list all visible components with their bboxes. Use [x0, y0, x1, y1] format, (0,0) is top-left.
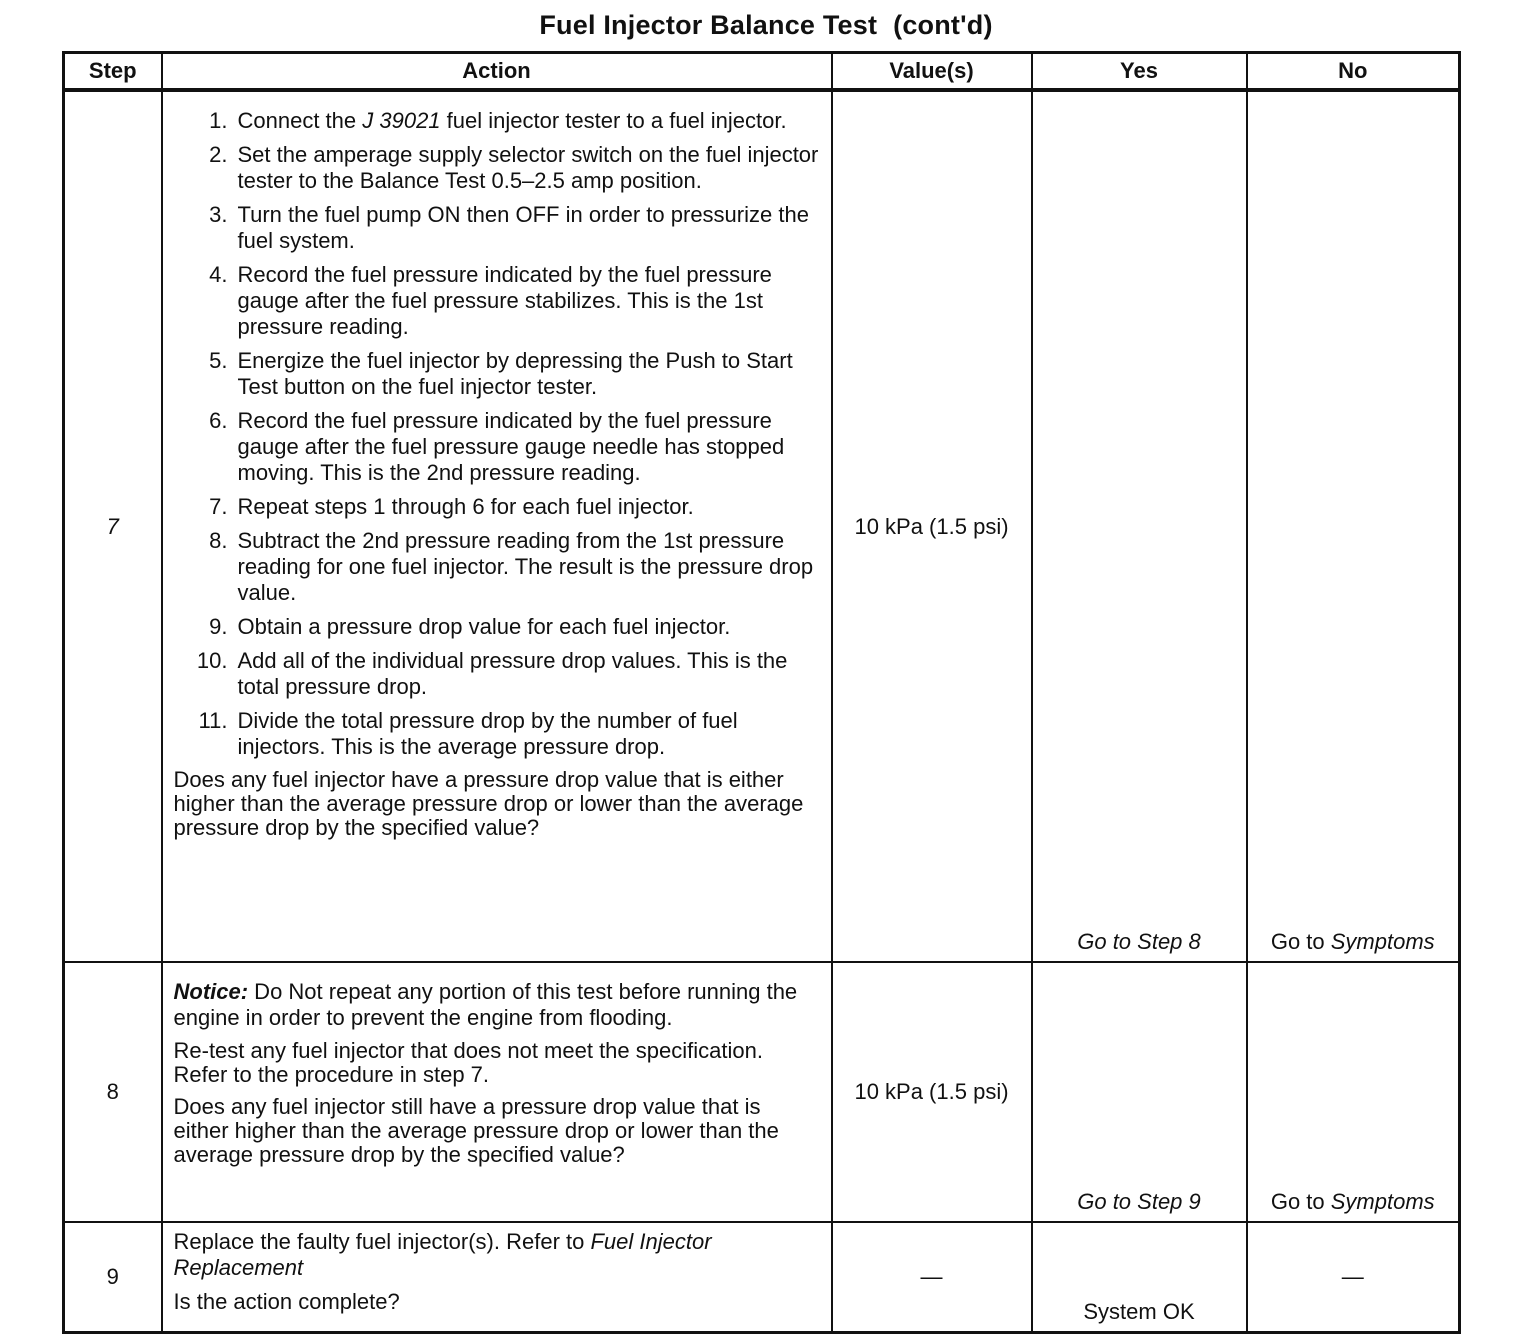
header-yes: Yes [1032, 53, 1247, 91]
notice-label: Notice: [173, 979, 249, 1004]
list-item [174, 108, 821, 134]
item-text: Add all of the individual pressure drop values. This is the total pressure drop. [237, 648, 788, 699]
header-step: Step [64, 53, 162, 91]
diagnostic-table [62, 51, 1461, 1334]
list-item [174, 708, 821, 760]
list-item [174, 408, 821, 486]
tool-number: J 39021 [362, 108, 441, 133]
yes-cell[interactable] [1032, 90, 1247, 962]
item-number: 7. [209, 494, 228, 519]
item-number: 3. [209, 202, 228, 227]
no-link[interactable]: Symptoms [1330, 929, 1435, 954]
notice-text: Notice: Do Not repeat any portion of this test before running the engine in order to prevent the engine from flooding. [173, 979, 798, 1030]
item-text: Repeat steps 1 through 6 for each fuel injector. [237, 494, 694, 519]
item-number: 9. [209, 614, 228, 639]
item-number: 11. [198, 708, 228, 733]
item-text: Subtract the 2nd pressure reading from the 1st pressure reading for one fuel injector. The result is the pressure drop value. [237, 528, 814, 605]
table-row [64, 90, 1460, 962]
item-number: 5. [209, 348, 228, 373]
step-number: 9 [64, 1222, 162, 1333]
list-item [174, 142, 821, 194]
table-row [64, 1222, 1460, 1333]
question-text: Does any fuel injector still have a pressure drop value that is either higher than the average pressure drop or lower than the average pressure drop by the specified value? [173, 1094, 779, 1167]
item-number: 8. [209, 528, 228, 553]
item-number: 6. [209, 408, 228, 433]
no-link[interactable]: Symptoms [1330, 1189, 1435, 1214]
procedure-list [174, 108, 821, 760]
title-main: Fuel Injector Balance Test [539, 10, 878, 40]
procedure-reference: Fuel Injector Replacement [173, 1229, 712, 1280]
item-text: Set the amperage supply selector switch on the fuel injector tester to the Balance Test 0.5–2.5 amp position. [237, 142, 819, 193]
yes-link[interactable]: Go to Step 8 [1077, 929, 1201, 954]
action-text: Replace the faulty fuel injector(s). Refer to Fuel Injector Replacement [173, 1229, 712, 1280]
no-cell[interactable]: Go to Symptoms [1247, 90, 1460, 962]
value-cell: 10 kPa (1.5 psi) [832, 962, 1032, 1222]
action-cell [162, 962, 832, 1222]
no-cell[interactable]: Go to Symptoms [1247, 962, 1460, 1222]
list-item [174, 614, 821, 640]
item-number: 4. [209, 262, 228, 287]
question-text: Is the action complete? [173, 1289, 400, 1314]
yes-cell: System OK [1032, 1222, 1247, 1333]
title-suffix: (cont'd) [893, 10, 993, 40]
item-text: Obtain a pressure drop value for each fuel injector. [237, 614, 731, 639]
action-cell [162, 1222, 832, 1333]
item-text: Turn the fuel pump ON then OFF in order to pressurize the fuel system. [237, 202, 809, 253]
step-number: 8 [64, 962, 162, 1222]
item-text: Record the fuel pressure indicated by the fuel pressure gauge after the fuel pressure gauge needle has stopped moving. This is the 2nd pressure reading. [237, 408, 785, 485]
header-action: Action [162, 53, 832, 91]
page-title [0, 10, 1520, 41]
header-no: No [1247, 53, 1460, 91]
action-cell [162, 90, 832, 962]
table-header-row [64, 53, 1460, 91]
item-text: Energize the fuel injector by depressing the Push to Start Test button on the fuel injector tester. [237, 348, 793, 399]
list-item [174, 648, 821, 700]
list-item [174, 494, 821, 520]
item-number: 2. [209, 142, 228, 167]
value-cell: 10 kPa (1.5 psi) [832, 90, 1032, 962]
step-number: 7 [64, 90, 162, 962]
retest-text: Re-test any fuel injector that does not meet the specification. Refer to the procedure in step 7. [173, 1038, 763, 1087]
item-text: Record the fuel pressure indicated by the fuel pressure gauge after the fuel pressure stabilizes. This is the 1st pressure reading. [237, 262, 772, 339]
item-text: Connect the J 39021 fuel injector tester to a fuel injector. [237, 108, 787, 133]
question-text: Does any fuel injector have a pressure drop value that is either higher than the average pressure drop or lower than the average pressure drop by the specified value? [173, 767, 804, 840]
value-cell: — [832, 1222, 1032, 1333]
item-number: 10. [196, 648, 228, 673]
no-cell: — [1247, 1222, 1460, 1333]
list-item [174, 348, 821, 400]
item-number: 1. [209, 108, 228, 133]
yes-cell[interactable] [1032, 962, 1247, 1222]
table-row [64, 962, 1460, 1222]
item-text: Divide the total pressure drop by the number of fuel injectors. This is the average pressure drop. [237, 708, 738, 759]
list-item [174, 528, 821, 606]
list-item [174, 202, 821, 254]
yes-link[interactable]: Go to Step 9 [1077, 1189, 1201, 1214]
list-item [174, 262, 821, 340]
header-values: Value(s) [832, 53, 1032, 91]
